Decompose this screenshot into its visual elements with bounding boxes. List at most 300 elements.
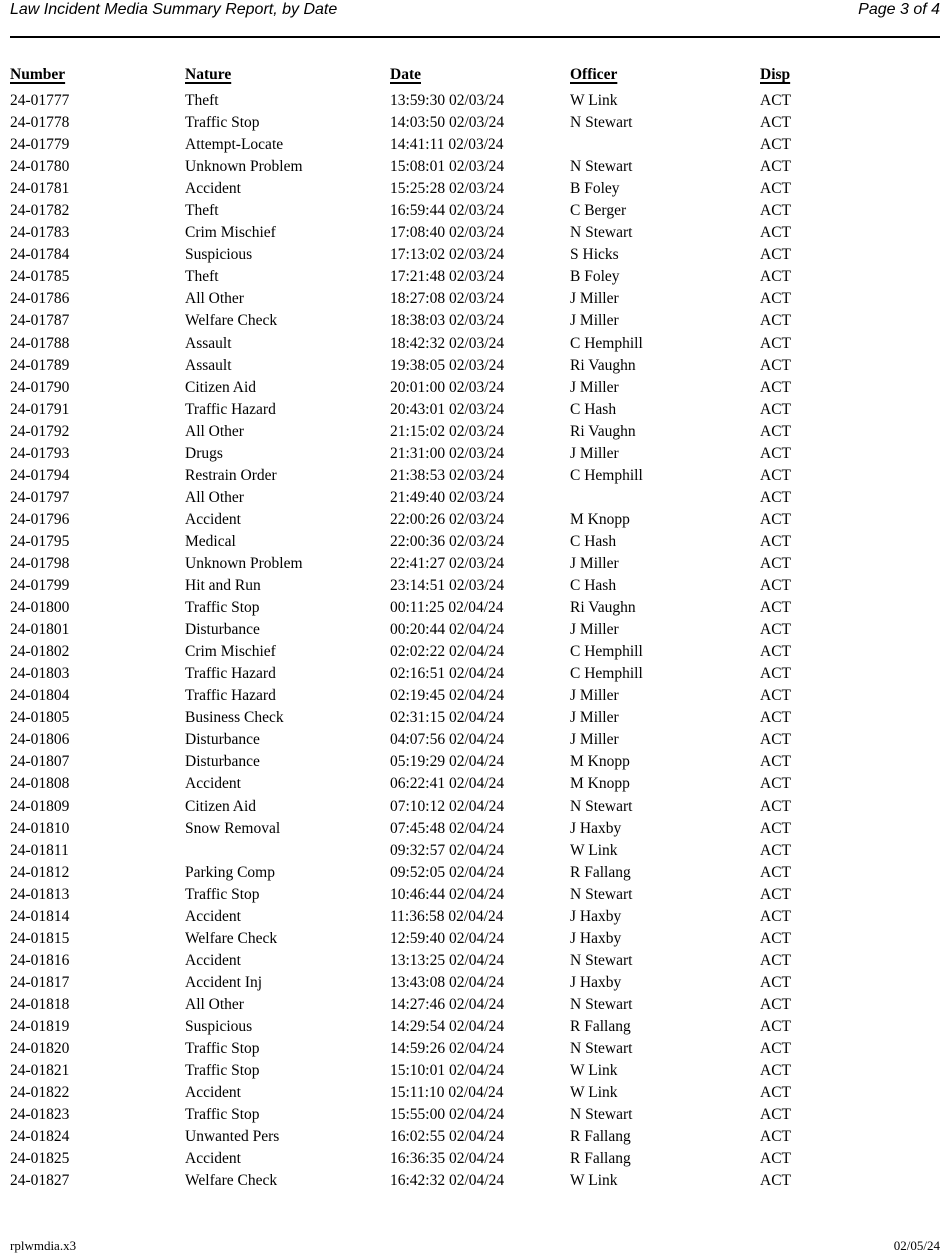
cell-nature: Hit and Run bbox=[185, 577, 261, 595]
cell-number: 24-01784 bbox=[10, 246, 70, 264]
cell-date: 17:08:40 02/03/24 bbox=[390, 224, 505, 242]
cell-disp: ACT bbox=[760, 202, 791, 220]
table-row bbox=[10, 421, 950, 443]
cell-nature: Accident bbox=[185, 1084, 241, 1102]
cell-date: 10:46:44 02/04/24 bbox=[390, 885, 505, 903]
cell-nature: Unwanted Pers bbox=[185, 1128, 280, 1146]
report-header bbox=[10, 0, 940, 20]
cell-officer: J Miller bbox=[570, 290, 619, 308]
table-row bbox=[10, 112, 950, 134]
cell-disp: ACT bbox=[760, 400, 791, 418]
cell-date: 14:41:11 02/03/24 bbox=[390, 136, 504, 154]
cell-nature: Unknown Problem bbox=[185, 158, 303, 176]
cell-officer: N Stewart bbox=[570, 224, 633, 242]
table-row bbox=[10, 906, 950, 928]
cell-officer: W Link bbox=[570, 841, 618, 859]
table-row bbox=[10, 685, 950, 707]
cell-nature: Citizen Aid bbox=[185, 378, 257, 396]
cell-officer: J Haxby bbox=[570, 973, 622, 991]
cell-number: 24-01818 bbox=[10, 995, 70, 1013]
table-row bbox=[10, 1038, 950, 1060]
cell-number: 24-01785 bbox=[10, 268, 70, 286]
cell-number: 24-01792 bbox=[10, 422, 70, 440]
cell-officer: W Link bbox=[570, 92, 618, 109]
cell-number: 24-01788 bbox=[10, 334, 70, 352]
cell-officer: C Hash bbox=[570, 400, 617, 418]
cell-officer: S Hicks bbox=[570, 246, 619, 264]
table-row bbox=[10, 266, 950, 288]
cell-officer: Ri Vaughn bbox=[570, 356, 636, 374]
table-row bbox=[10, 443, 950, 465]
column-header-date bbox=[390, 65, 570, 90]
column-header-label: Officer bbox=[570, 66, 618, 83]
cell-number: 24-01821 bbox=[10, 1062, 70, 1080]
cell-nature: All Other bbox=[185, 488, 244, 506]
cell-date: 23:14:51 02/03/24 bbox=[390, 577, 505, 595]
column-header-label: Nature bbox=[185, 66, 232, 83]
cell-date: 15:10:01 02/04/24 bbox=[390, 1062, 505, 1080]
cell-disp: ACT bbox=[760, 1150, 791, 1168]
cell-officer: C Hash bbox=[570, 532, 617, 550]
cell-nature: Business Check bbox=[185, 709, 284, 727]
footer-report-id: rplwmdia.x3 bbox=[10, 1238, 77, 1253]
table-row bbox=[10, 796, 950, 818]
table-row bbox=[10, 840, 950, 862]
table-row bbox=[10, 553, 950, 575]
cell-date: 12:59:40 02/04/24 bbox=[390, 929, 505, 947]
table-row bbox=[10, 178, 950, 200]
cell-number: 24-01777 bbox=[10, 92, 70, 109]
cell-number: 24-01815 bbox=[10, 929, 70, 947]
cell-officer: J Miller bbox=[570, 312, 619, 330]
cell-nature: Suspicious bbox=[185, 246, 253, 264]
cell-disp: ACT bbox=[760, 510, 791, 528]
cell-disp: ACT bbox=[760, 885, 791, 903]
cell-officer: C Hemphill bbox=[570, 643, 643, 661]
cell-number: 24-01816 bbox=[10, 951, 70, 969]
cell-number: 24-01786 bbox=[10, 290, 70, 308]
cell-nature: Restrain Order bbox=[185, 466, 277, 484]
cell-officer: J Miller bbox=[570, 444, 619, 462]
cell-date: 14:59:26 02/04/24 bbox=[390, 1040, 505, 1058]
cell-nature: Traffic Stop bbox=[185, 1040, 260, 1058]
cell-nature: Welfare Check bbox=[185, 312, 278, 330]
cell-number: 24-01814 bbox=[10, 907, 70, 925]
cell-disp: ACT bbox=[760, 312, 791, 330]
cell-date: 16:42:32 02/04/24 bbox=[390, 1172, 505, 1190]
cell-nature: Accident bbox=[185, 510, 241, 528]
cell-number: 24-01781 bbox=[10, 180, 70, 198]
table-row bbox=[10, 1060, 950, 1082]
cell-disp: ACT bbox=[760, 180, 791, 198]
cell-disp: ACT bbox=[760, 554, 791, 572]
cell-nature: Accident bbox=[185, 907, 241, 925]
cell-nature: Attempt-Locate bbox=[185, 136, 284, 154]
header-divider bbox=[10, 36, 940, 38]
cell-date: 20:43:01 02/03/24 bbox=[390, 400, 505, 418]
table-row bbox=[10, 818, 950, 840]
table-row bbox=[10, 619, 950, 641]
cell-nature: Medical bbox=[185, 532, 236, 550]
cell-disp: ACT bbox=[760, 290, 791, 308]
cell-number: 24-01780 bbox=[10, 158, 70, 176]
cell-number: 24-01783 bbox=[10, 224, 70, 242]
cell-date: 13:59:30 02/03/24 bbox=[390, 92, 505, 109]
table-row bbox=[10, 972, 950, 994]
cell-nature: Traffic Stop bbox=[185, 114, 260, 132]
cell-date: 16:59:44 02/03/24 bbox=[390, 202, 505, 220]
report-title: Law Incident Media Summary Report, by Date bbox=[10, 1, 338, 18]
cell-date: 22:00:36 02/03/24 bbox=[390, 532, 505, 550]
cell-officer: M Knopp bbox=[570, 510, 630, 528]
cell-officer: C Berger bbox=[570, 202, 627, 220]
cell-disp: ACT bbox=[760, 643, 791, 661]
cell-disp: ACT bbox=[760, 1172, 791, 1190]
cell-nature: Traffic Hazard bbox=[185, 400, 276, 418]
table-row bbox=[10, 377, 950, 399]
cell-date: 21:38:53 02/03/24 bbox=[390, 466, 505, 484]
cell-nature: Traffic Stop bbox=[185, 1106, 260, 1124]
cell-date: 13:13:25 02/04/24 bbox=[390, 951, 505, 969]
cell-disp: ACT bbox=[760, 797, 791, 815]
column-header-label: Date bbox=[390, 66, 421, 83]
column-header-disp bbox=[760, 65, 950, 90]
cell-disp: ACT bbox=[760, 246, 791, 264]
cell-number: 24-01819 bbox=[10, 1017, 70, 1035]
cell-officer: N Stewart bbox=[570, 158, 633, 176]
column-header-nature bbox=[185, 65, 390, 90]
table-row bbox=[10, 1126, 950, 1148]
cell-number: 24-01820 bbox=[10, 1040, 70, 1058]
cell-officer: B Foley bbox=[570, 268, 620, 286]
cell-nature: All Other bbox=[185, 422, 244, 440]
cell-nature: Welfare Check bbox=[185, 1172, 278, 1190]
cell-disp: ACT bbox=[760, 973, 791, 991]
cell-disp: ACT bbox=[760, 356, 791, 374]
cell-disp: ACT bbox=[760, 665, 791, 683]
cell-date: 18:42:32 02/03/24 bbox=[390, 334, 505, 352]
cell-date: 15:08:01 02/03/24 bbox=[390, 158, 505, 176]
cell-number: 24-01803 bbox=[10, 665, 70, 683]
table-row bbox=[10, 729, 950, 751]
cell-number: 24-01805 bbox=[10, 709, 70, 727]
cell-nature: Traffic Stop bbox=[185, 599, 260, 617]
cell-date: 17:21:48 02/03/24 bbox=[390, 268, 505, 286]
report-footer bbox=[10, 1238, 940, 1254]
cell-disp: ACT bbox=[760, 1084, 791, 1102]
cell-disp: ACT bbox=[760, 1040, 791, 1058]
cell-date: 21:49:40 02/03/24 bbox=[390, 488, 505, 506]
cell-disp: ACT bbox=[760, 929, 791, 947]
cell-nature: Traffic Hazard bbox=[185, 687, 276, 705]
table-header-row bbox=[10, 65, 950, 90]
cell-nature: Assault bbox=[185, 334, 232, 352]
cell-nature: Theft bbox=[185, 92, 219, 109]
cell-nature: Crim Mischief bbox=[185, 224, 276, 242]
cell-nature: Snow Removal bbox=[185, 819, 281, 837]
cell-date: 14:03:50 02/03/24 bbox=[390, 114, 505, 132]
cell-disp: ACT bbox=[760, 444, 791, 462]
cell-officer: N Stewart bbox=[570, 995, 633, 1013]
table-row bbox=[10, 509, 950, 531]
cell-disp: ACT bbox=[760, 995, 791, 1013]
table-row bbox=[10, 597, 950, 619]
cell-date: 04:07:56 02/04/24 bbox=[390, 731, 505, 749]
cell-nature: Assault bbox=[185, 356, 232, 374]
table-row bbox=[10, 950, 950, 972]
cell-date: 15:55:00 02/04/24 bbox=[390, 1106, 505, 1124]
cell-number: 24-01790 bbox=[10, 378, 70, 396]
cell-number: 24-01795 bbox=[10, 532, 70, 550]
page-indicator: Page 3 of 4 bbox=[858, 1, 940, 18]
table-row bbox=[10, 399, 950, 421]
cell-disp: ACT bbox=[760, 731, 791, 749]
cell-disp: ACT bbox=[760, 621, 791, 639]
cell-date: 21:15:02 02/03/24 bbox=[390, 422, 505, 440]
cell-officer: M Knopp bbox=[570, 775, 630, 793]
cell-date: 22:00:26 02/03/24 bbox=[390, 510, 505, 528]
cell-nature: Accident Inj bbox=[185, 973, 263, 991]
cell-officer: B Foley bbox=[570, 180, 620, 198]
cell-disp: ACT bbox=[760, 951, 791, 969]
table-row bbox=[10, 862, 950, 884]
footer-date: 02/05/24 bbox=[893, 1238, 940, 1253]
cell-number: 24-01810 bbox=[10, 819, 70, 837]
cell-number: 24-01813 bbox=[10, 885, 70, 903]
table-row bbox=[10, 333, 950, 355]
cell-number: 24-01809 bbox=[10, 797, 70, 815]
table-row bbox=[10, 641, 950, 663]
cell-disp: ACT bbox=[760, 92, 791, 109]
cell-officer: W Link bbox=[570, 1062, 618, 1080]
cell-nature: Accident bbox=[185, 1150, 241, 1168]
cell-number: 24-01822 bbox=[10, 1084, 70, 1102]
cell-number: 24-01800 bbox=[10, 599, 70, 617]
cell-number: 24-01808 bbox=[10, 775, 70, 793]
cell-officer: J Miller bbox=[570, 731, 619, 749]
cell-nature: Unknown Problem bbox=[185, 554, 303, 572]
cell-disp: ACT bbox=[760, 136, 791, 154]
cell-disp: ACT bbox=[760, 907, 791, 925]
cell-disp: ACT bbox=[760, 863, 791, 881]
cell-number: 24-01799 bbox=[10, 577, 70, 595]
cell-nature: Theft bbox=[185, 202, 219, 220]
table-row bbox=[10, 663, 950, 685]
cell-number: 24-01793 bbox=[10, 444, 70, 462]
cell-nature: Accident bbox=[185, 775, 241, 793]
table-row bbox=[10, 884, 950, 906]
cell-number: 24-01817 bbox=[10, 973, 70, 991]
cell-officer: C Hemphill bbox=[570, 334, 643, 352]
cell-officer: R Fallang bbox=[570, 1128, 631, 1146]
cell-officer: R Fallang bbox=[570, 1017, 631, 1035]
cell-number: 24-01778 bbox=[10, 114, 70, 132]
cell-officer: J Miller bbox=[570, 687, 619, 705]
cell-disp: ACT bbox=[760, 753, 791, 771]
cell-date: 02:19:45 02/04/24 bbox=[390, 687, 505, 705]
cell-officer: Ri Vaughn bbox=[570, 599, 636, 617]
cell-officer: W Link bbox=[570, 1172, 618, 1190]
cell-date: 16:02:55 02/04/24 bbox=[390, 1128, 505, 1146]
cell-officer: Ri Vaughn bbox=[570, 422, 636, 440]
cell-disp: ACT bbox=[760, 687, 791, 705]
cell-officer: J Miller bbox=[570, 378, 619, 396]
cell-disp: ACT bbox=[760, 334, 791, 352]
cell-officer: R Fallang bbox=[570, 863, 631, 881]
cell-officer: C Hemphill bbox=[570, 466, 643, 484]
cell-officer: J Haxby bbox=[570, 907, 622, 925]
table-body bbox=[10, 90, 950, 1192]
cell-date: 00:20:44 02/04/24 bbox=[390, 621, 505, 639]
cell-nature: All Other bbox=[185, 290, 244, 308]
cell-nature: Disturbance bbox=[185, 621, 260, 639]
cell-nature: Accident bbox=[185, 951, 241, 969]
cell-officer: N Stewart bbox=[570, 114, 633, 132]
cell-disp: ACT bbox=[760, 488, 791, 506]
cell-disp: ACT bbox=[760, 158, 791, 176]
cell-disp: ACT bbox=[760, 268, 791, 286]
cell-disp: ACT bbox=[760, 422, 791, 440]
column-header-number bbox=[10, 65, 185, 90]
cell-number: 24-01782 bbox=[10, 202, 70, 220]
cell-officer: C Hash bbox=[570, 577, 617, 595]
cell-number: 24-01801 bbox=[10, 621, 70, 639]
cell-disp: ACT bbox=[760, 114, 791, 132]
table-row bbox=[10, 156, 950, 178]
cell-disp: ACT bbox=[760, 599, 791, 617]
table-row bbox=[10, 751, 950, 773]
cell-date: 17:13:02 02/03/24 bbox=[390, 246, 505, 264]
cell-date: 21:31:00 02/03/24 bbox=[390, 444, 505, 462]
cell-number: 24-01794 bbox=[10, 466, 70, 484]
cell-date: 05:19:29 02/04/24 bbox=[390, 753, 505, 771]
cell-officer: J Haxby bbox=[570, 819, 622, 837]
table-row bbox=[10, 90, 950, 112]
cell-disp: ACT bbox=[760, 709, 791, 727]
table-row bbox=[10, 288, 950, 310]
cell-nature: Traffic Hazard bbox=[185, 665, 276, 683]
cell-officer: J Miller bbox=[570, 709, 619, 727]
cell-disp: ACT bbox=[760, 819, 791, 837]
cell-disp: ACT bbox=[760, 775, 791, 793]
column-header-officer bbox=[570, 65, 760, 90]
cell-number: 24-01812 bbox=[10, 863, 70, 881]
cell-officer: J Miller bbox=[570, 554, 619, 572]
cell-nature: Citizen Aid bbox=[185, 797, 257, 815]
table-row bbox=[10, 487, 950, 509]
table-row bbox=[10, 773, 950, 795]
cell-date: 22:41:27 02/03/24 bbox=[390, 554, 505, 572]
column-header-label: Disp bbox=[760, 66, 791, 83]
table-row bbox=[10, 1016, 950, 1038]
cell-nature: Traffic Stop bbox=[185, 885, 260, 903]
cell-officer bbox=[570, 487, 760, 509]
cell-nature bbox=[185, 840, 390, 862]
cell-officer: J Miller bbox=[570, 621, 619, 639]
table-row bbox=[10, 928, 950, 950]
cell-officer: N Stewart bbox=[570, 951, 633, 969]
cell-nature: Suspicious bbox=[185, 1017, 253, 1035]
cell-number: 24-01806 bbox=[10, 731, 70, 749]
cell-number: 24-01811 bbox=[10, 841, 69, 859]
cell-number: 24-01825 bbox=[10, 1150, 70, 1168]
incident-table bbox=[10, 65, 950, 1192]
cell-disp: ACT bbox=[760, 1062, 791, 1080]
cell-number: 24-01787 bbox=[10, 312, 70, 330]
table-row bbox=[10, 244, 950, 266]
cell-officer: N Stewart bbox=[570, 885, 633, 903]
cell-date: 07:45:48 02/04/24 bbox=[390, 819, 505, 837]
cell-disp: ACT bbox=[760, 466, 791, 484]
cell-number: 24-01797 bbox=[10, 488, 70, 506]
cell-disp: ACT bbox=[760, 378, 791, 396]
table-row bbox=[10, 134, 950, 156]
cell-officer: N Stewart bbox=[570, 1040, 633, 1058]
cell-date: 11:36:58 02/04/24 bbox=[390, 907, 504, 925]
cell-number: 24-01807 bbox=[10, 753, 70, 771]
cell-date: 14:27:46 02/04/24 bbox=[390, 995, 505, 1013]
cell-date: 14:29:54 02/04/24 bbox=[390, 1017, 505, 1035]
cell-date: 09:32:57 02/04/24 bbox=[390, 841, 505, 859]
cell-disp: ACT bbox=[760, 1128, 791, 1146]
table-row bbox=[10, 531, 950, 553]
cell-disp: ACT bbox=[760, 577, 791, 595]
cell-number: 24-01789 bbox=[10, 356, 70, 374]
table-row bbox=[10, 1148, 950, 1170]
cell-number: 24-01802 bbox=[10, 643, 70, 661]
cell-date: 18:27:08 02/03/24 bbox=[390, 290, 505, 308]
table-row bbox=[10, 1170, 950, 1192]
cell-nature: Crim Mischief bbox=[185, 643, 276, 661]
cell-date: 15:11:10 02/04/24 bbox=[390, 1084, 504, 1102]
cell-nature: Parking Comp bbox=[185, 863, 275, 881]
cell-number: 24-01824 bbox=[10, 1128, 70, 1146]
cell-officer: J Haxby bbox=[570, 929, 622, 947]
cell-date: 20:01:00 02/03/24 bbox=[390, 378, 505, 396]
table-row bbox=[10, 1082, 950, 1104]
cell-date: 16:36:35 02/04/24 bbox=[390, 1150, 505, 1168]
cell-date: 15:25:28 02/03/24 bbox=[390, 180, 505, 198]
cell-date: 02:02:22 02/04/24 bbox=[390, 643, 505, 661]
cell-officer: W Link bbox=[570, 1084, 618, 1102]
cell-disp: ACT bbox=[760, 1106, 791, 1124]
table-row bbox=[10, 310, 950, 332]
cell-number: 24-01823 bbox=[10, 1106, 70, 1124]
cell-officer: N Stewart bbox=[570, 797, 633, 815]
cell-officer: R Fallang bbox=[570, 1150, 631, 1168]
cell-date: 18:38:03 02/03/24 bbox=[390, 312, 505, 330]
cell-officer bbox=[570, 134, 760, 156]
table-row bbox=[10, 1104, 950, 1126]
cell-nature: Disturbance bbox=[185, 753, 260, 771]
table-row bbox=[10, 707, 950, 729]
cell-date: 13:43:08 02/04/24 bbox=[390, 973, 505, 991]
table-row bbox=[10, 994, 950, 1016]
cell-nature: Drugs bbox=[185, 444, 223, 462]
cell-number: 24-01798 bbox=[10, 554, 70, 572]
cell-nature: Theft bbox=[185, 268, 219, 286]
table-row bbox=[10, 575, 950, 597]
cell-officer: N Stewart bbox=[570, 1106, 633, 1124]
table-row bbox=[10, 222, 950, 244]
cell-number: 24-01804 bbox=[10, 687, 70, 705]
cell-date: 02:31:15 02/04/24 bbox=[390, 709, 505, 727]
cell-date: 07:10:12 02/04/24 bbox=[390, 797, 505, 815]
cell-nature: All Other bbox=[185, 995, 244, 1013]
table-row bbox=[10, 355, 950, 377]
cell-date: 19:38:05 02/03/24 bbox=[390, 356, 505, 374]
cell-nature: Accident bbox=[185, 180, 241, 198]
